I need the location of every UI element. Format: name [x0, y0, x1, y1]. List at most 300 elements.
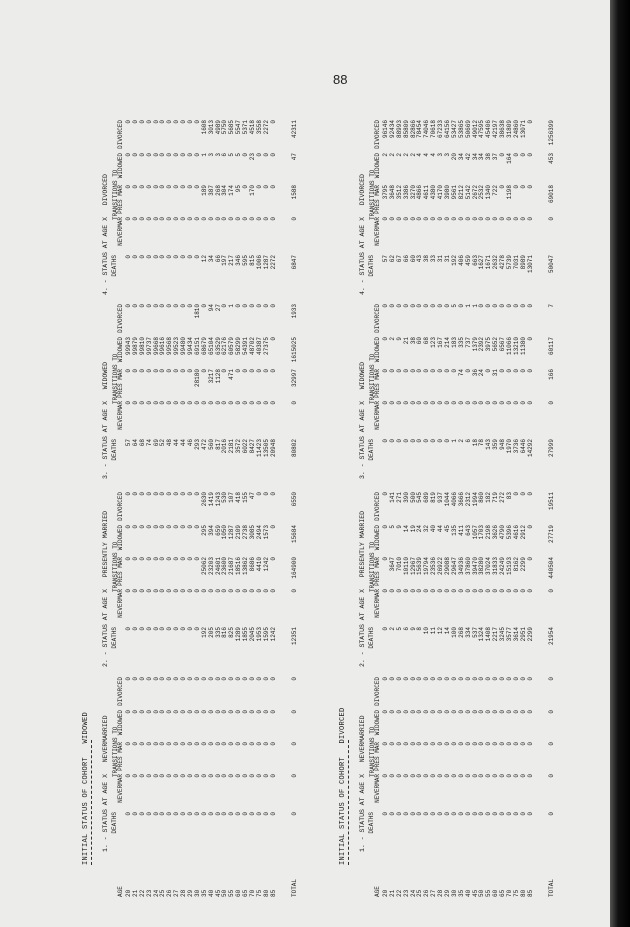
table-cell: 0 [402, 774, 410, 778]
table-cell: 38280 [478, 557, 486, 576]
table-cell: 0 [193, 710, 201, 714]
table-cell: 85809 [402, 120, 410, 139]
table-cell: 659 [214, 525, 222, 536]
table-cell: 0 [409, 774, 417, 778]
table-cell: 3270 [409, 185, 417, 200]
table-cell: 8686 [249, 557, 257, 572]
table-cell: 0 [519, 492, 527, 496]
table-cell: 5 [450, 304, 458, 308]
table-cell: 0 [187, 589, 195, 593]
table-cell: 0 [262, 304, 270, 308]
table-cell: 0 [457, 401, 465, 405]
table-cell: 0 [187, 120, 195, 124]
table-cell: 3647 [388, 557, 396, 572]
table-cell: 4866 [416, 185, 424, 200]
table-cell: 268 [214, 185, 222, 196]
table-cell: 0 [382, 369, 389, 373]
table-cell: 0 [145, 742, 153, 746]
table-cell: 63529 [214, 337, 222, 356]
table-cell: 19 [409, 525, 417, 533]
column-label: DIVORCED [117, 677, 124, 706]
table-cell: 74 [145, 439, 153, 447]
table-cell: 31809 [506, 120, 514, 139]
table-cell: 0 [485, 217, 493, 221]
table-cell: 0 [152, 369, 160, 373]
table-cell: 2109 [235, 525, 243, 540]
table-cell: 2 [395, 153, 403, 157]
table-cell: 1 [450, 439, 458, 443]
table-cell: 2 [388, 337, 396, 341]
table-cell: 0 [152, 217, 160, 221]
table-cell: 0 [409, 304, 417, 308]
table-cell: 0 [506, 710, 514, 714]
table-cell: 0 [430, 677, 438, 681]
table-cell: 38 [485, 153, 493, 161]
table-cell: 0 [159, 774, 167, 778]
table-cell: 4380 [430, 185, 438, 200]
table-cell: 0 [131, 369, 139, 373]
table-cell: 0 [242, 677, 250, 681]
table-cell: 1 [228, 304, 236, 308]
table-cell: 0 [180, 492, 188, 496]
table-cell: 11423 [255, 439, 263, 458]
table-cell: 0 [430, 217, 438, 221]
table-cell: 0 [228, 742, 236, 746]
table-cell: 0 [499, 742, 507, 746]
column-label: NEVERMAR [374, 589, 381, 618]
table-cell: 0 [402, 710, 410, 714]
table-cell: 27375 [262, 337, 270, 356]
total-cell: 0 [290, 677, 298, 681]
table-cell: 0 [152, 304, 160, 308]
table-cell: 6 [402, 627, 410, 631]
table-cell: 107 [228, 492, 236, 503]
table-cell: 9 [395, 337, 403, 341]
table-cell: 38 [409, 337, 417, 345]
table-cell: 0 [450, 677, 458, 681]
table-cell: 0 [255, 185, 263, 189]
table-cell: 0 [464, 710, 472, 714]
table-cell: 3666 [457, 492, 465, 507]
table-cell: 0 [269, 742, 277, 746]
table-cell: 0 [152, 401, 160, 405]
table-cell: 6 [221, 153, 229, 157]
table-cell: 5 [395, 627, 403, 631]
table-cell: 0 [402, 812, 410, 816]
table-cell: 0 [145, 627, 153, 631]
table-cell: 0 [200, 677, 208, 681]
table-cell: 4 [430, 153, 438, 157]
column-label: NEVERMAR [374, 774, 381, 803]
column-header [369, 304, 383, 344]
table-cell: 0 [125, 120, 132, 124]
table-cell: 192 [450, 255, 458, 266]
table-cell: 0 [269, 589, 277, 593]
transitions-to-label: TRANSITIONS TO [369, 726, 376, 777]
table-cell: 15193 [506, 557, 514, 576]
table-cell: 70618 [430, 120, 438, 139]
total-label: TOTAL [290, 878, 298, 897]
table-cell: 0 [492, 677, 500, 681]
table-cell: 66 [214, 255, 222, 263]
table-cell: 3245 [499, 627, 507, 642]
table-cell: 0 [242, 369, 250, 373]
column-divorced [369, 120, 555, 160]
table-cell: 6446 [519, 439, 527, 454]
table-cell: 0 [159, 153, 167, 157]
table-cell: 500 [409, 492, 417, 503]
column-label: PRES MAR [117, 557, 124, 586]
table-cell: 34 [478, 153, 486, 161]
table-cell: 0 [512, 812, 520, 816]
table-cell: 0 [430, 589, 438, 593]
table-cell: 13210 [512, 337, 520, 356]
table-cell: 0 [193, 217, 201, 221]
table-cell: 0 [382, 525, 389, 529]
column-divorced [112, 304, 298, 344]
table-cell: 8989 [519, 255, 527, 270]
table-cell: 60579 [228, 337, 236, 356]
column-header [112, 304, 126, 344]
table-cell: 0 [235, 774, 243, 778]
table-cell: 0 [450, 589, 458, 593]
table-cell: 94 [207, 304, 215, 312]
table-cell: 99943 [125, 337, 132, 356]
table-cell: 293 [193, 439, 201, 450]
table-cell: 44 [173, 439, 181, 447]
table-cell: 0 [235, 304, 243, 308]
table-cell: 0 [145, 255, 153, 259]
column-label: PRES MAR [374, 557, 381, 586]
table-cell: 0 [159, 627, 167, 631]
table-cell: 0 [437, 369, 445, 373]
table-cell: 390 [402, 492, 410, 503]
table-cell: 0 [180, 217, 188, 221]
table-cell: 2 [388, 153, 396, 157]
table-cell: 0 [207, 217, 215, 221]
table-cell: 0 [131, 120, 139, 124]
table-cell: 0 [492, 812, 500, 816]
table-cell: 335 [457, 337, 465, 348]
column-label: DEATHS [111, 439, 118, 461]
total-cell: 0 [290, 401, 298, 405]
table-cell: 189 [200, 185, 208, 196]
table-cell: 0 [173, 742, 181, 746]
table-cell: 88993 [395, 120, 403, 139]
table-cell: 0 [242, 153, 250, 157]
table-cell: 0 [409, 812, 417, 816]
table-cell: 560 [207, 439, 215, 450]
table-cell: 0 [166, 492, 174, 496]
transitions-to-label: TRANSITIONS TO [112, 726, 119, 777]
total-cell: 1588 [290, 185, 298, 200]
table-cell: 0 [395, 710, 403, 714]
table-cell: 0 [478, 677, 486, 681]
table-cell: 0 [423, 439, 431, 443]
table-cell: 0 [444, 742, 452, 746]
table-cell: 0 [159, 742, 167, 746]
table-cell: 4989 [214, 120, 222, 135]
table-cell: 0 [269, 185, 277, 189]
table-cell: 0 [166, 255, 174, 259]
table-cell: 5371 [242, 120, 250, 135]
table-cell: 67233 [437, 120, 445, 139]
table-cell: 0 [499, 710, 507, 714]
table-cell: 0 [526, 774, 534, 778]
table-cell: 0 [388, 369, 396, 373]
column-label: NEVERMAR [117, 401, 124, 430]
table-cell: 0 [166, 401, 174, 405]
table-cell: 0 [242, 774, 250, 778]
table-cell: 0 [444, 677, 452, 681]
table-cell: 2 [402, 153, 410, 157]
column-label: WIDOWED [374, 525, 381, 551]
column-divorced [369, 304, 555, 344]
table-cell: 0 [255, 677, 263, 681]
table-cell: 1006 [255, 255, 263, 270]
total-cell: 80802 [290, 439, 298, 458]
table-cell: 0 [255, 492, 263, 496]
table-cell: 0 [125, 742, 132, 746]
age-value: 50 [478, 889, 486, 897]
table-cell: 0 [145, 710, 153, 714]
table-cell: 387 [207, 185, 215, 196]
table-cell: 1340 [485, 185, 493, 200]
table-cell: 1 [464, 304, 472, 308]
table-cell: 0 [526, 492, 534, 496]
table-cell: 57 [125, 439, 132, 447]
table-cell: 0 [478, 710, 486, 714]
table-cell: 459 [464, 255, 472, 266]
table-cell: 0 [145, 185, 153, 189]
table-cell: 0 [152, 255, 160, 259]
table-cell: 0 [471, 401, 479, 405]
table-cell: 0 [180, 185, 188, 189]
table-cell: 0 [506, 677, 514, 681]
table-cell: 0 [382, 742, 389, 746]
column-label: WIDOWED [117, 525, 124, 551]
column-divorced [112, 677, 298, 717]
section-heading: 1. - STATUS AT AGE X NEVERMARRIED [102, 715, 109, 852]
table-cell: 68 [423, 337, 431, 345]
table-cell: 0 [173, 677, 181, 681]
age-value: 60 [492, 889, 500, 897]
table-cell: 0 [526, 812, 534, 816]
table-cell: 0 [444, 439, 452, 443]
table-cell: 0 [262, 812, 270, 816]
table-cell: 0 [187, 369, 195, 373]
total-cell: 164900 [290, 557, 298, 579]
table-cell: 0 [492, 589, 500, 593]
table-cell: 0 [187, 255, 195, 259]
table-cell: 0 [519, 589, 527, 593]
table-cell: 0 [249, 304, 257, 308]
table-cell: 0 [506, 589, 514, 593]
table-cell: 0 [166, 304, 174, 308]
table-cell: 4790 [499, 525, 507, 540]
title-underline [91, 740, 92, 865]
table-cell: 0 [499, 185, 507, 189]
table-cell: 0 [235, 369, 243, 373]
table-cell: 0 [159, 492, 167, 496]
total-cell: 50047 [547, 255, 555, 274]
table-cell: 0 [409, 369, 417, 373]
table-cell: 0 [173, 120, 181, 124]
table-cell: 0 [506, 774, 514, 778]
table-cell: 12 [437, 627, 445, 635]
table-cell: 6 [464, 439, 472, 443]
table-cell: 66 [402, 255, 410, 263]
table-cell: 0 [138, 774, 146, 778]
table-cell: 0 [145, 120, 153, 124]
table-cell: 0 [207, 774, 215, 778]
table-cell: 0 [464, 369, 472, 373]
table-cell: 2272 [262, 120, 270, 135]
table-cell: 0 [519, 369, 527, 373]
total-cell: 15684 [290, 525, 298, 544]
column-divorced [112, 120, 298, 160]
table-cell: 0 [444, 774, 452, 778]
age-header [369, 857, 383, 897]
age-value: 22 [138, 889, 146, 897]
table-cell: 0 [138, 369, 146, 373]
table-cell: 31 [444, 255, 452, 263]
table-cell: 0 [159, 812, 167, 816]
table-cell: 1 [200, 153, 208, 157]
section-heading: 2. - STATUS AT AGE X PRESENTLY MARRIED [102, 510, 109, 667]
column-label: DIVORCED [374, 677, 381, 706]
table-cell: 0 [193, 589, 201, 593]
table-cell: 27 [214, 304, 222, 312]
table-cell: 0 [388, 812, 396, 816]
column-label: NEVERMAR [117, 774, 124, 803]
table-cell: 0 [180, 369, 188, 373]
table-cell: 96146 [382, 120, 389, 139]
age-value: 20 [125, 889, 132, 897]
age-value: 45 [214, 889, 222, 897]
table-cell: 0 [166, 557, 174, 561]
table-cell: 0 [382, 439, 389, 443]
table-cell: 0 [402, 439, 410, 443]
table-cell: 0 [519, 153, 527, 157]
table-cell: 0 [450, 742, 458, 746]
table-cell: 0 [388, 589, 396, 593]
table-cell: 0 [180, 742, 188, 746]
table-cell: 0 [125, 627, 132, 631]
table-cell: 0 [478, 217, 486, 221]
table-cell: 272 [499, 492, 507, 503]
table-cell: 0 [131, 304, 139, 308]
table-cell: 0 [423, 742, 431, 746]
total-cell: 27719 [547, 525, 555, 544]
table-cell: 0 [138, 589, 146, 593]
table-cell: 0 [145, 304, 153, 308]
table-cell: 722 [492, 185, 500, 196]
table-cell: 0 [228, 401, 236, 405]
table-cell: 2198 [485, 525, 493, 540]
age-label: AGE [374, 886, 381, 897]
table-cell: 0 [255, 401, 263, 405]
table-cell: 0 [388, 742, 396, 746]
table-cell: 0 [478, 401, 486, 405]
table-cell: 0 [512, 153, 520, 157]
table-cell: 0 [402, 217, 410, 221]
table-cell: 0 [187, 525, 195, 529]
table-cell: 0 [138, 304, 146, 308]
table-cell: 0 [235, 401, 243, 405]
table-cell: 0 [187, 677, 195, 681]
column-label: WIDOWED [374, 710, 381, 736]
table-cell: 0 [437, 774, 445, 778]
section-heading: 3. - STATUS AT AGE X WIDOWED [102, 361, 109, 479]
table-cell: 0 [187, 812, 195, 816]
table-cell: 0 [193, 492, 201, 496]
table-cell: 860 [478, 492, 486, 503]
table-cell: 295 [200, 525, 208, 536]
table-cell: 197 [221, 255, 229, 266]
table-cell: 164 [506, 153, 514, 164]
table-cell: 817 [214, 439, 222, 450]
table-cell: 0 [249, 217, 257, 221]
table-cell: 0 [138, 742, 146, 746]
total-cell: 0 [290, 774, 298, 778]
table-cell: 0 [430, 439, 438, 443]
table-cell: 0 [131, 774, 139, 778]
table-cell: 0 [138, 812, 146, 816]
table-cell: 0 [187, 557, 195, 561]
table-cell: 0 [145, 492, 153, 496]
table-cell: 0 [131, 812, 139, 816]
table-cell: 0 [485, 742, 493, 746]
table-cell: 5652 [492, 337, 500, 352]
table-cell: 0 [416, 710, 424, 714]
table-cell: 0 [416, 677, 424, 681]
table-cell: 38638 [499, 120, 507, 139]
table-cell: 0 [214, 742, 222, 746]
age-value: 24 [409, 889, 417, 897]
column-label: PRES MAR [374, 369, 381, 398]
table-cell: 0 [492, 304, 500, 308]
table-cell: 0 [152, 627, 160, 631]
table-cell: 0 [499, 304, 507, 308]
table-cell: 1810 [193, 304, 201, 319]
total-cell: 47 [290, 153, 298, 161]
table-cell: 0 [478, 589, 486, 593]
table-cell: 3558 [255, 120, 263, 135]
table-cell: 0 [221, 304, 229, 308]
column-label: WIDOWED [117, 337, 124, 363]
table-cell: 0 [423, 304, 431, 308]
table-cell: 1324 [478, 627, 486, 642]
table-cell: 0 [519, 710, 527, 714]
table-cell: 0 [478, 304, 486, 308]
table-cell: 0 [269, 120, 277, 124]
table-cell: 0 [262, 369, 270, 373]
table-cell: 0 [512, 677, 520, 681]
table-title: INITIAL STATUS OF COHORT WIDOWED [82, 711, 90, 865]
table-cell: 0 [416, 589, 424, 593]
table-cell: 0 [166, 185, 174, 189]
table-cell: 471 [228, 369, 236, 380]
table-cell: 0 [180, 677, 188, 681]
column-deaths [112, 439, 298, 479]
age-value: 35 [457, 889, 465, 897]
table-cell: 0 [269, 710, 277, 714]
table-cell: 19794 [423, 557, 431, 576]
table-cell: 1128 [214, 369, 222, 384]
table-cell: 31 [437, 255, 445, 263]
table-cell: 0 [228, 774, 236, 778]
